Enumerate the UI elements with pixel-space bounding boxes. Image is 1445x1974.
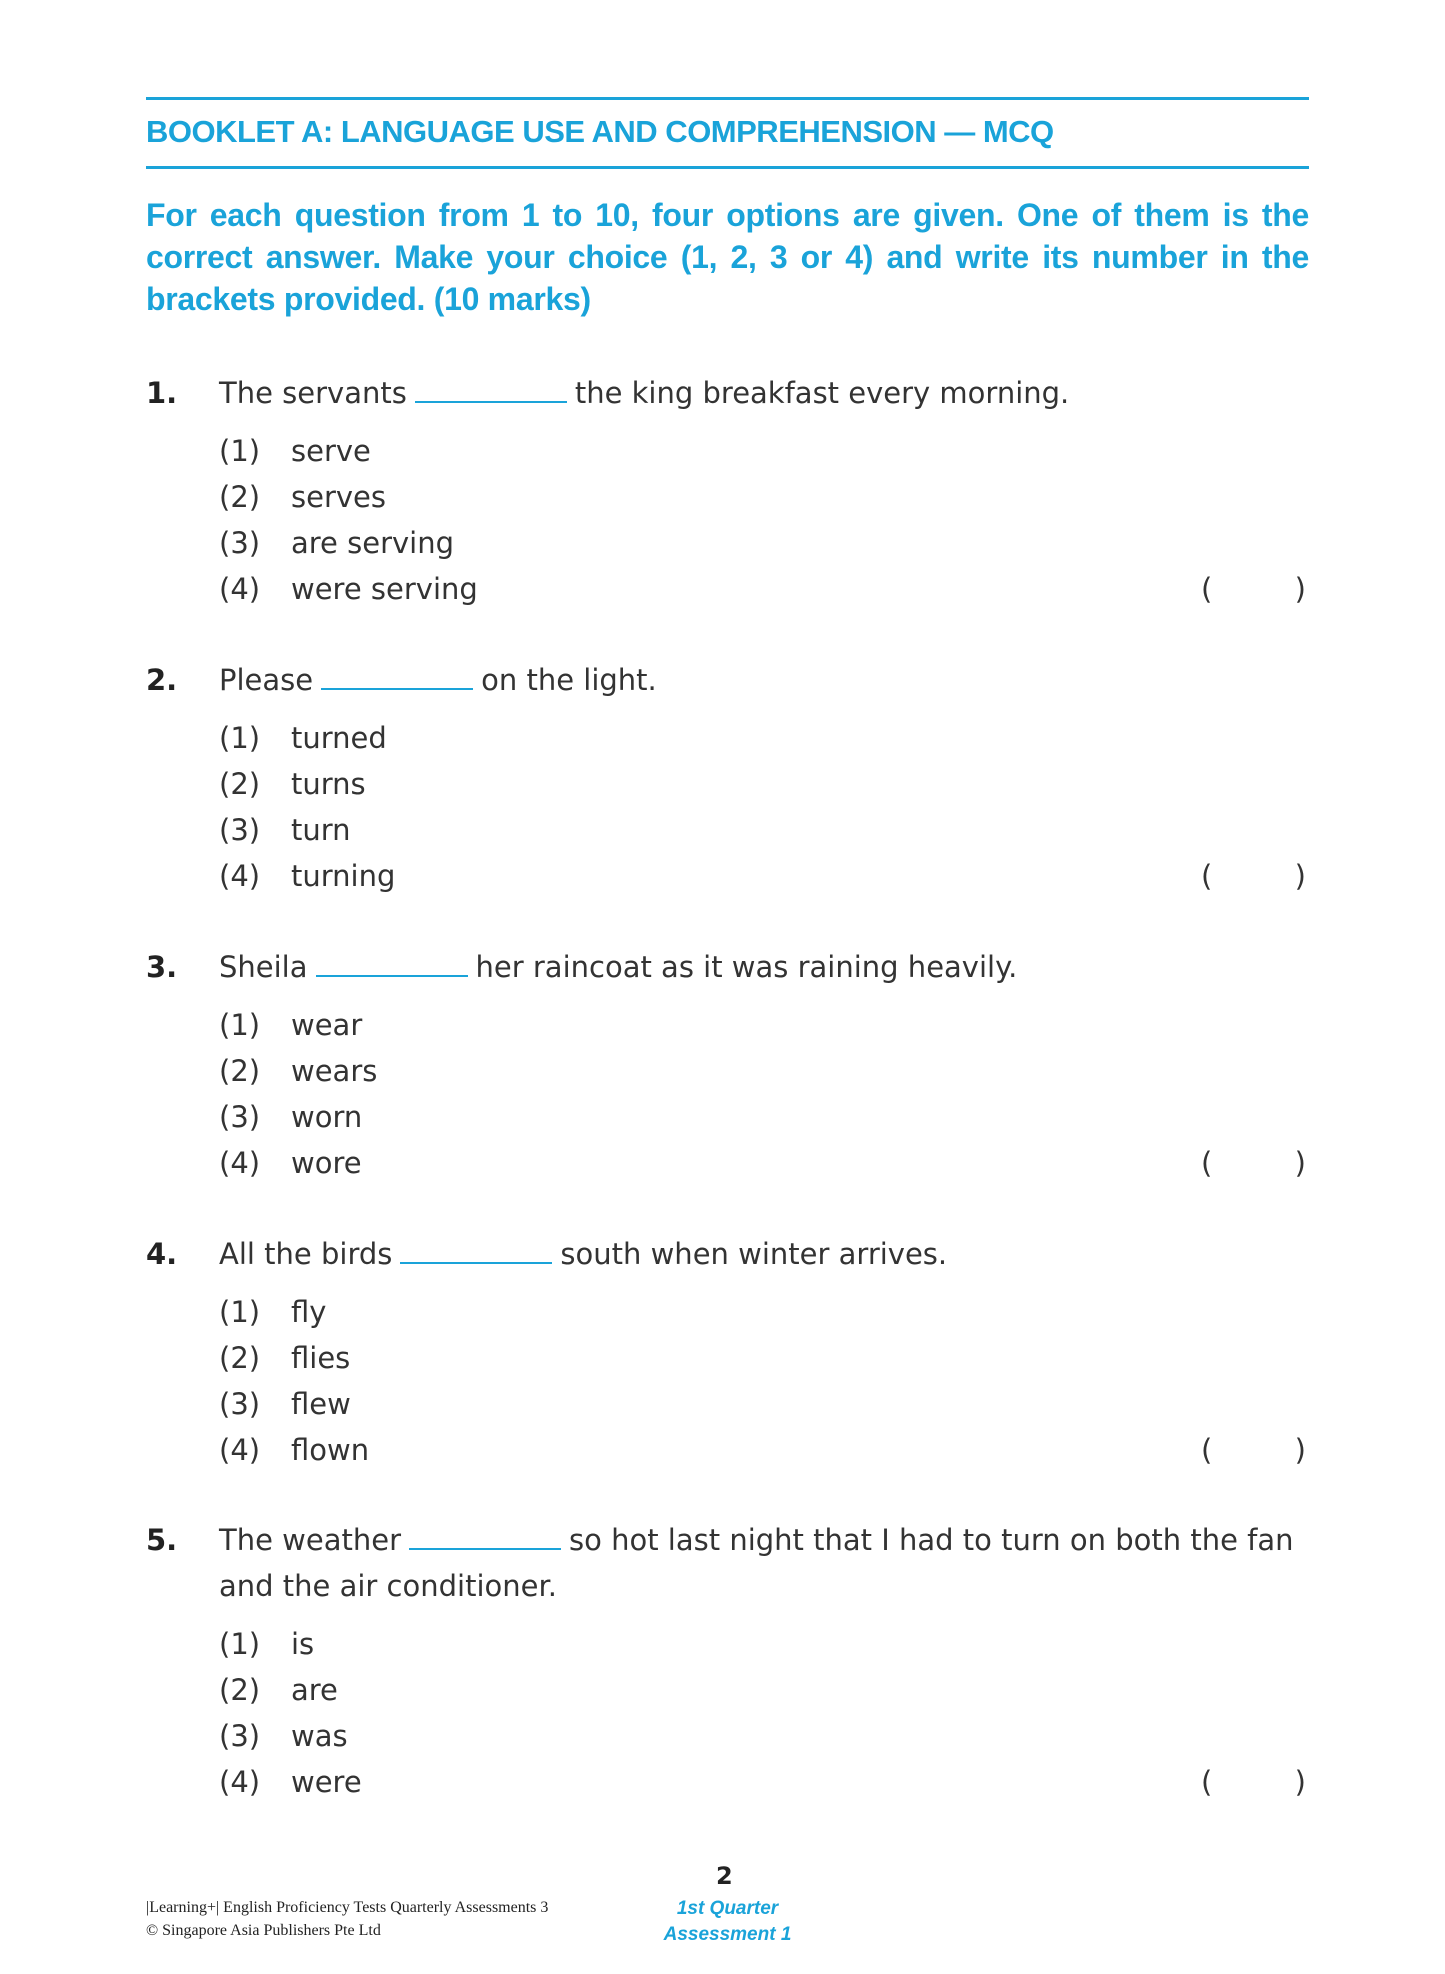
question-text-after: the king breakfast every morning.	[574, 376, 1070, 410]
option	[219, 1713, 362, 1759]
option	[219, 807, 395, 853]
question-number: 4.	[146, 1237, 178, 1271]
option-text: flies	[291, 1341, 351, 1375]
option-text: turned	[291, 721, 387, 755]
answer-brackets[interactable]	[1201, 853, 1306, 899]
bracket-open: (	[1201, 1433, 1213, 1467]
answer-brackets[interactable]	[1201, 1140, 1306, 1186]
question-text-after: south when winter arrives.	[560, 1237, 948, 1271]
option	[219, 566, 478, 612]
option-text: fly	[291, 1295, 327, 1329]
footer-assessment: Assessment 1	[663, 1924, 792, 1945]
bracket-open: (	[1201, 859, 1213, 893]
question-text	[219, 370, 1309, 416]
option-number: (2)	[219, 767, 261, 801]
option	[219, 428, 478, 474]
bracket-close: )	[1294, 859, 1306, 893]
option	[219, 474, 478, 520]
option-number: (3)	[219, 526, 261, 560]
option-number: (1)	[219, 721, 261, 755]
option-number: (4)	[219, 859, 261, 893]
option-number: (4)	[219, 572, 261, 606]
option-number: (4)	[219, 1146, 261, 1180]
option	[219, 1759, 362, 1805]
bracket-open: (	[1201, 572, 1213, 606]
question-text	[219, 1231, 1309, 1277]
question-text-after: her raincoat as it was raining heavily.	[475, 950, 1018, 984]
heading-rule	[146, 166, 1309, 169]
option-text: flown	[291, 1433, 370, 1467]
top-rule	[146, 97, 1309, 100]
bracket-close: )	[1294, 1765, 1306, 1799]
footer-section	[650, 1896, 805, 1948]
option-text: were serving	[291, 572, 478, 606]
question-text-after: on the light.	[481, 663, 657, 697]
option	[219, 715, 395, 761]
option-text: turning	[291, 859, 396, 893]
question-number: 2.	[146, 663, 178, 697]
option-text: wear	[291, 1008, 363, 1042]
question-text	[219, 944, 1309, 990]
bracket-open: (	[1201, 1765, 1213, 1799]
option-number: (1)	[219, 434, 261, 468]
bracket-open: (	[1201, 1146, 1213, 1180]
option-number: (3)	[219, 1387, 261, 1421]
question-text-before: Please	[219, 663, 314, 697]
option-number: (2)	[219, 1341, 261, 1375]
option	[219, 761, 395, 807]
answer-blank	[316, 955, 468, 977]
option	[219, 1048, 377, 1094]
options-list	[219, 715, 395, 899]
page-number: 2	[716, 1862, 733, 1890]
answer-blank	[321, 668, 473, 690]
option-text: are	[291, 1673, 338, 1707]
answer-blank	[415, 381, 567, 403]
question-text-before: Sheila	[219, 950, 308, 984]
option-number: (3)	[219, 1719, 261, 1753]
option-text: are serving	[291, 526, 454, 560]
option-text: turn	[291, 813, 351, 847]
question-text-after: so hot last night that I had to turn on both the fan and the air conditioner.	[219, 1523, 1294, 1603]
option-number: (1)	[219, 1295, 261, 1329]
instructions: For each question from 1 to 10, four options are given. One of them is the correct answer. Make your choice (1, 2, 3 or 4) and write its number in the brackets provided. (10 marks)	[146, 197, 1309, 317]
option	[219, 1667, 362, 1713]
question-text-before: All the birds	[219, 1237, 393, 1271]
option-text: serves	[291, 480, 386, 514]
footer-copyright: © Singapore Asia Publishers Pte Ltd	[146, 1922, 381, 1939]
option-number: (3)	[219, 813, 261, 847]
option-number: (2)	[219, 480, 261, 514]
option-text: worn	[291, 1100, 363, 1134]
option	[219, 1094, 377, 1140]
booklet-heading: BOOKLET A: LANGUAGE USE AND COMPREHENSION — MCQ	[146, 114, 1054, 149]
bracket-close: )	[1294, 572, 1306, 606]
option-text: flew	[291, 1387, 351, 1421]
footer-publisher	[146, 1896, 548, 1942]
option	[219, 1621, 362, 1667]
question-number: 5.	[146, 1523, 178, 1557]
answer-brackets[interactable]	[1201, 566, 1306, 612]
footer-quarter: 1st Quarter	[676, 1898, 779, 1919]
option-text: is	[291, 1627, 315, 1661]
option-number: (1)	[219, 1627, 261, 1661]
option-text: was	[291, 1719, 348, 1753]
question-text-before: The servants	[219, 376, 407, 410]
option-number: (2)	[219, 1673, 261, 1707]
options-list	[219, 1289, 369, 1473]
option	[219, 1335, 369, 1381]
options-list	[219, 428, 478, 612]
bracket-close: )	[1294, 1433, 1306, 1467]
option	[219, 1289, 369, 1335]
bracket-close: )	[1294, 1146, 1306, 1180]
question-number: 3.	[146, 950, 178, 984]
option-text: wears	[291, 1054, 378, 1088]
option-text: turns	[291, 767, 366, 801]
question-text	[219, 1517, 1309, 1609]
option	[219, 520, 478, 566]
option	[219, 1002, 377, 1048]
option-number: (4)	[219, 1433, 261, 1467]
option	[219, 1140, 377, 1186]
option	[219, 853, 395, 899]
option	[219, 1427, 369, 1473]
footer-book-title: |Learning+| English Proficiency Tests Quarterly Assessments 3	[146, 1899, 549, 1916]
option-number: (4)	[219, 1765, 261, 1799]
option	[219, 1381, 369, 1427]
question-text-before: The weather	[219, 1523, 402, 1557]
option-text: wore	[291, 1146, 362, 1180]
question-text	[219, 657, 1309, 703]
question-number: 1.	[146, 376, 178, 410]
answer-blank	[409, 1528, 561, 1550]
option-text: were	[291, 1765, 362, 1799]
option-number: (2)	[219, 1054, 261, 1088]
option-number: (1)	[219, 1008, 261, 1042]
answer-blank	[400, 1242, 552, 1264]
options-list	[219, 1621, 362, 1805]
answer-brackets[interactable]	[1201, 1759, 1306, 1805]
option-number: (3)	[219, 1100, 261, 1134]
options-list	[219, 1002, 377, 1186]
answer-brackets[interactable]	[1201, 1427, 1306, 1473]
option-text: serve	[291, 434, 371, 468]
